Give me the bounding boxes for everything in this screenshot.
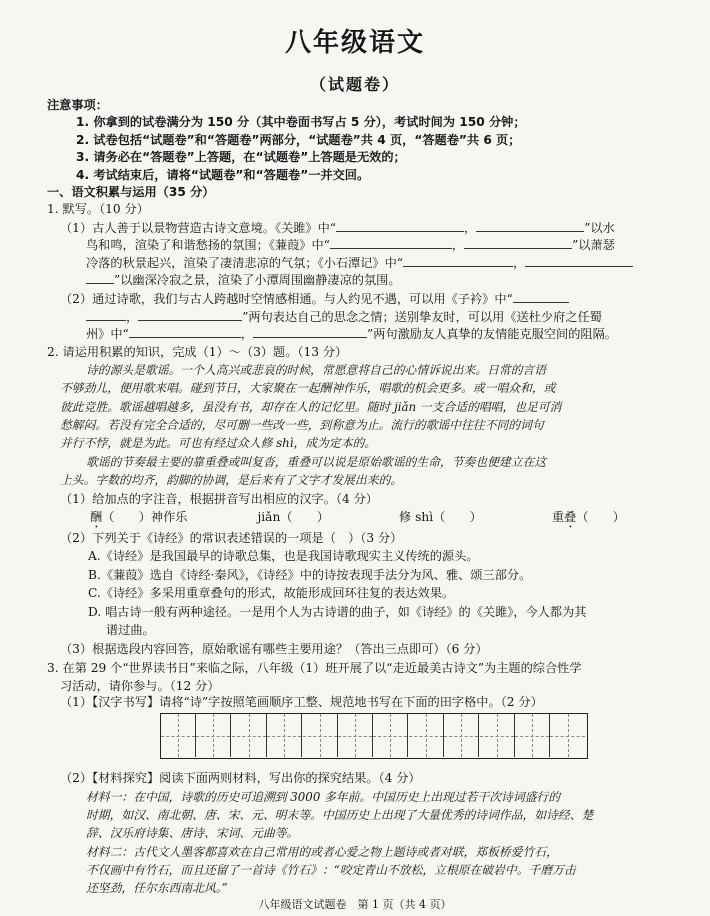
notice-item-3: 3. 请务必在“答题卷”上答题，在“试题卷”上答题是无效的； bbox=[76, 150, 406, 164]
answer-blank[interactable] bbox=[464, 236, 572, 249]
q1-line-5 bbox=[60, 290, 569, 308]
passage-line: 歌谣的节奏最主要的靠重叠或叫复沓，重叠可以说是原始歌谣的生命，节奏也便建立在这 bbox=[86, 455, 547, 469]
dotted-char: 叠 bbox=[564, 510, 577, 524]
q1-heading: 1. 默写。（10 分） bbox=[47, 202, 149, 216]
q3-heading-cont: 习活动，请你参与。（12 分） bbox=[60, 679, 220, 693]
passage-line: 并行不悖，就是为此。可也有经过众人修 shì，成为定本的。 bbox=[60, 436, 377, 450]
passage-line: 彼此竞胜。歌谣越唱越多，虽没有书，却存在人的记忆里。随时 jiǎn 一支合适的唱唱，也足可消 bbox=[60, 400, 562, 414]
q1-text: ， bbox=[513, 256, 526, 270]
q1-text: ”以萧瑟 bbox=[572, 238, 615, 252]
answer-blank[interactable] bbox=[336, 219, 464, 232]
section-heading: 一、语文积累与运用（35 分） bbox=[47, 185, 215, 199]
option-b: B.《蒹葭》选自《诗经·秦风》，《诗经》中的诗按表现手法分为风、雅、颂三部分。 bbox=[88, 568, 532, 582]
q1-text: ， bbox=[240, 327, 253, 341]
q2-sub3: （3）根据选段内容回答，原始歌谣有哪些主要用途？（答出三点即可）（6 分） bbox=[60, 642, 488, 656]
material-line: 材料一：在中国，诗歌的历史可追溯到 3000 多年前。中国历史上出现过若干次诗词盛行的 bbox=[86, 790, 561, 804]
q2-sub1-words bbox=[90, 509, 625, 531]
q1-line-7 bbox=[86, 325, 617, 343]
answer-blank[interactable] bbox=[525, 254, 633, 267]
q1-text: ， bbox=[126, 310, 139, 324]
answer-blank[interactable] bbox=[403, 254, 513, 267]
q3-heading: 3. 在第 29 个“世界读书日”来临之际，八年级（1）班开展了以“走近最美古诗文”为主题的综合性学 bbox=[47, 661, 582, 675]
notice-heading: 注意事项： bbox=[47, 98, 108, 112]
q1-text: （1）古人善于以景物营造古诗文意境。《关雎》中“ bbox=[60, 221, 337, 235]
tianzige-grid[interactable] bbox=[160, 713, 588, 759]
q1-text: （2）通过诗歌，我们与古人跨越时空情感相通。与人约见不遇，可以用《子衿》中“ bbox=[60, 292, 513, 306]
grid-cell[interactable] bbox=[480, 714, 515, 757]
pinyin-item: 重 bbox=[551, 510, 565, 524]
q1-line-6 bbox=[86, 308, 602, 326]
answer-blank[interactable] bbox=[476, 219, 584, 232]
q3-sub2: （2）【材料探究】阅读下面两则材料，写出你的探究结果。（4 分） bbox=[60, 771, 421, 785]
pinyin-item: （ ） bbox=[576, 510, 625, 524]
page-title: 八年级语文 bbox=[284, 28, 425, 58]
q1-line-3 bbox=[86, 254, 633, 272]
dotted-char: 酬 bbox=[90, 510, 103, 524]
grid-cell[interactable] bbox=[196, 714, 231, 757]
grid-cell[interactable] bbox=[409, 714, 444, 757]
notice-item-1: 1. 你拿到的试卷满分为 150 分（其中卷面书写占 5 分），考试时间为 150 分钟； bbox=[76, 115, 526, 129]
grid-cell[interactable] bbox=[338, 714, 373, 757]
q2-sub1: （1）给加点的字注音，根据拼音写出相应的汉字。（4 分） bbox=[60, 492, 378, 506]
q1-text: 冷落的秋景起兴，渲染了凄清悲凉的气氛；《小石潭记》中“ bbox=[86, 256, 404, 270]
q3-sub1: （1）【汉字书写】请将“诗”字按照笔画顺序工整、规范地书写在下面的田字格中。（2 分） bbox=[60, 695, 543, 709]
option-c: C.《诗经》多采用重章叠句的形式，故能形成回环往复的表达效果。 bbox=[88, 586, 455, 600]
passage-line: 诗的源头是歌谣。一个人高兴或悲哀的时候，常愿意将自己的心情诉说出来。日常的言语 bbox=[86, 363, 547, 377]
grid-cell[interactable] bbox=[550, 714, 585, 757]
material-line: 还坚劲，任尔东西南北风。” bbox=[86, 881, 228, 895]
notice-item-4: 4. 考试结束后，请将“试题卷”和“答题卷”一并交回。 bbox=[76, 168, 370, 182]
option-a: A.《诗经》是我国最早的诗歌总集，也是我国诗歌现实主义传统的源头。 bbox=[88, 549, 479, 563]
pinyin-item: 修 shì（ ） bbox=[399, 510, 482, 524]
answer-blank[interactable] bbox=[138, 308, 242, 321]
grid-cell[interactable] bbox=[161, 714, 196, 757]
pinyin-item: jiǎn（ ） bbox=[257, 510, 330, 524]
answer-blank[interactable] bbox=[513, 290, 569, 303]
q1-line-1 bbox=[60, 219, 615, 237]
material-line: 时期，如汉、南北朝、唐、宋、元、明末等。中国历史上出现了大量优秀的诗词作品，如诗经、楚 bbox=[86, 808, 594, 822]
q1-text: 鸟和鸣，渲染了和谐愁扬的氛围；《蒹葭》中“ bbox=[86, 238, 330, 252]
q1-text: ”两句激励友人真挚的友情能克服空间的阻隔。 bbox=[366, 327, 617, 341]
passage-line: 愁解闷。若没有完全合适的，尽可删一些改一些，到称意为止。流行的歌谣中往往不同的词句 bbox=[60, 418, 544, 432]
grid-cell[interactable] bbox=[373, 714, 408, 757]
page-subtitle: （试题卷） bbox=[309, 75, 400, 94]
material-line: 辞、汉乐府诗集、唐诗、宋词、元曲等。 bbox=[86, 826, 299, 840]
grid-cell[interactable] bbox=[515, 714, 550, 757]
q1-text: 州》中“ bbox=[86, 327, 129, 341]
grid-cell[interactable] bbox=[232, 714, 267, 757]
q1-line-2 bbox=[86, 236, 615, 254]
option-d: D. 唱古诗一般有两种途径。一是用个人为古诗谱的曲子，如《诗经》的《关雎》，今人都为其 bbox=[88, 605, 587, 619]
option-d-cont: 谱过曲。 bbox=[106, 623, 155, 637]
q2-sub2: （2）下列关于《诗经》的常识表述错误的一项是（ ）（3 分） bbox=[60, 531, 403, 545]
answer-blank[interactable] bbox=[86, 271, 114, 284]
q2-heading: 2. 请运用积累的知识，完成（1）～（3）题。（13 分） bbox=[47, 345, 348, 359]
answer-blank[interactable] bbox=[330, 236, 452, 249]
grid-cell[interactable] bbox=[267, 714, 302, 757]
q1-text: ”以水 bbox=[584, 221, 615, 235]
notice-item-2: 2. 试卷包括“试题卷”和“答题卷”两部分，“试题卷”共 4 页，“答题卷”共 6 页； bbox=[76, 133, 521, 147]
grid-cell[interactable] bbox=[444, 714, 479, 757]
q1-line-4 bbox=[86, 271, 401, 289]
answer-blank[interactable] bbox=[129, 325, 241, 338]
passage-line: 不够劲儿，便用歌来唱。碰到节日，大家聚在一起酬神作乐，唱歌的机会更多。或一唱众和，或 bbox=[60, 381, 556, 395]
material-line: 不仅画中有竹石，而且还留了一首诗《竹石》：“咬定青山不放松，立根原在破岩中。千磨万击 bbox=[86, 863, 576, 877]
q1-text: ， bbox=[464, 221, 477, 235]
q1-text: ”两句表达自己的思念之情；送别挚友时，可以用《送杜少府之任蜀 bbox=[242, 310, 602, 324]
material-line: 材料二：古代文人墨客都喜欢在自己常用的或者心爱之物上题诗或者对联，郑板桥爱竹石， bbox=[86, 845, 558, 859]
q1-text: ”以幽深冷寂之景，渲染了小潭周围幽静凄凉的氛围。 bbox=[114, 273, 401, 287]
answer-blank[interactable] bbox=[253, 325, 367, 338]
page-footer: 八年级语文试题卷 第 1 页（共 4 页） bbox=[258, 898, 452, 911]
passage-line: 上头。字数的均齐，韵脚的协调，是后来有了文字才发展出来的。 bbox=[60, 473, 403, 487]
q1-text: ， bbox=[451, 238, 465, 252]
grid-cell[interactable] bbox=[303, 714, 338, 757]
pinyin-item: （ ）神作乐 bbox=[102, 510, 188, 524]
answer-blank[interactable] bbox=[86, 308, 126, 321]
